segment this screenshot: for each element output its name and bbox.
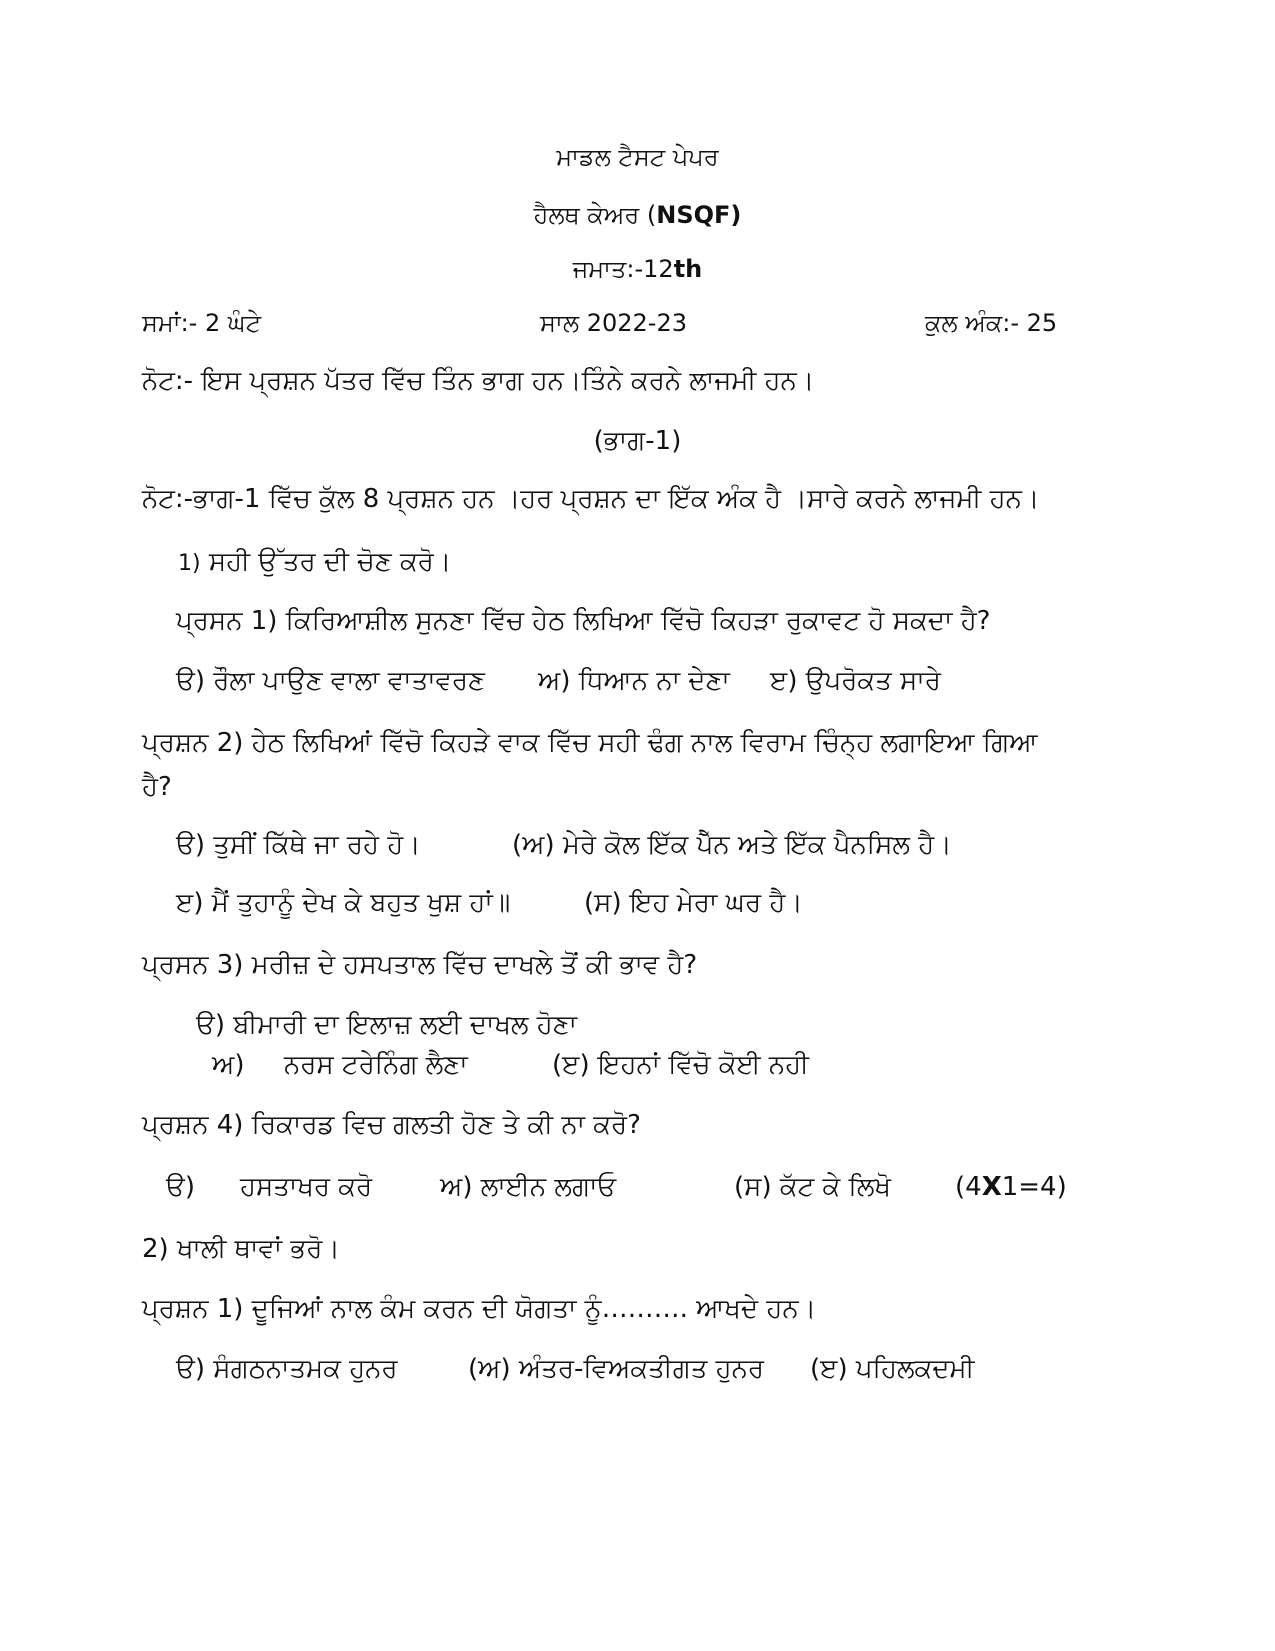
q3-option-a: ੳ) ਬੀਮਾਰੀ ਦਾ ਇਲਾਜ਼ ਲਈ ਦਾਖਲ ਹੋਣਾ xyxy=(196,1010,578,1040)
subject-code: NSQF) xyxy=(656,201,742,229)
question-2-line-2: ਹੈ? xyxy=(142,772,172,802)
marks-prefix: (4 xyxy=(955,1172,982,1202)
s2q1-option-c: (ੲ) ਪਹਿਲਕਦਮੀ xyxy=(810,1354,975,1384)
marks-multiply: X xyxy=(981,1172,1002,1202)
year-label: ਸਾਲ 2022-23 xyxy=(540,309,687,337)
section1-title xyxy=(178,545,451,581)
question-1: ਪ੍ਰਸਨ 1) ਕਿਰਿਆਸ਼ੀਲ ਸੁਨਣਾ ਵਿੱਚ ਹੇਠ ਲਿਖਿਆ ਵਿੱਚੋ ਕਿਹੜਾ ਰੁਕਾਵਟ ਹੋ ਸਕਦਾ ਹੈ? xyxy=(176,606,991,636)
q3-option-b: ਨਰਸ ਟਰੇਨਿੰਗ ਲੈਣਾ xyxy=(284,1050,468,1080)
q3-option-c: (ੲ) ਇਹਨਾਂ ਵਿੱਚੋ ਕੋਈ ਨਹੀ xyxy=(552,1050,809,1080)
question-4: ਪ੍ਰਸ਼ਨ 4) ਰਿਕਾਰਡ ਵਿਚ ਗਲਤੀ ਹੋਣ ਤੇ ਕੀ ਨਾ ਕਰੋ? xyxy=(142,1110,641,1140)
q2-option-b: (ਅ) ਮੇਰੇ ਕੋਲ ਇੱਕ ਪੈੱਨ ਅਤੇ ਇੱਕ ਪੈਨਸਿਲ ਹੈ। xyxy=(512,830,952,860)
q2-option-a: ੳ) ਤੁਸੀਂ ਕਿੱਥੇ ਜਾ ਰਹੇ ਹੋ। xyxy=(176,830,421,860)
s2q1-option-a: ੳ) ਸੰਗਠਨਾਤਮਕ ਹੁਨਰ xyxy=(176,1354,398,1384)
q4-option-c: (ਸ) ਕੱਟ ਕੇ ਲਿਖੋ xyxy=(734,1172,891,1202)
section1-text: ਸਹੀ ਉੱਤਰ ਦੀ ਚੋਣ ਕਰੋ। xyxy=(208,547,452,577)
main-note: ਨੋਟ:- ਇਸ ਪ੍ਰਸ਼ਨ ਪੱਤਰ ਵਿੱਚ ਤਿੰਨ ਭਾਗ ਹਨ।ਤਿੰਨੇ ਕਰਨੇ ਲਾਜਮੀ ਹਨ। xyxy=(142,366,815,396)
s2q1-option-b: (ਅ) ਅੰਤਰ-ਵਿਅਕਤੀਗਤ ਹੁਨਰ xyxy=(468,1354,764,1384)
q2-option-c: ੲ) ਮੈਂ ਤੁਹਾਨੂੰ ਦੇਖ ਕੇ ਬਹੁਤ ਖੁਸ਼ ਹਾਂ॥ xyxy=(176,888,511,918)
time-label: ਸਮਾਂ:- 2 ਘੰਟੇ xyxy=(142,309,262,337)
q4-marks xyxy=(955,1170,1067,1204)
subject-title xyxy=(0,198,1275,232)
marks-suffix: 1=4) xyxy=(1001,1172,1067,1202)
part1-note: ਨੋਟ:-ਭਾਗ-1 ਵਿੱਚ ਕੁੱਲ 8 ਪ੍ਰਸ਼ਨ ਹਨ ।ਹਰ ਪ੍ਰਸ਼ਨ ਦਾ ਇੱਕ ਅੰਕ ਹੈ ।ਸਾਰੇ ਕਰਨੇ ਲਾਜਮੀ ਹਨ। xyxy=(142,484,1040,514)
q3-option-b-label: ਅ) xyxy=(212,1050,245,1080)
subject-name: ਹੈਲਥ ਕੇਅਰ ( xyxy=(533,201,657,229)
q1-option-b: ਅ) ਧਿਆਨ ਨਾ ਦੇਣਾ xyxy=(538,666,730,696)
s2-question-1: ਪ੍ਰਸ਼ਨ 1) ਦੂਜਿਆਂ ਨਾਲ ਕੰਮ ਕਰਨ ਦੀ ਯੋਗਤਾ ਨੂੰ………. ਆਖਦੇ ਹਨ। xyxy=(142,1294,817,1324)
q2-option-d: (ਸ) ਇਹ ਮੇਰਾ ਘਰ ਹੈ। xyxy=(584,888,803,918)
q4-option-b: ਅ) ਲਾਈਨ ਲਗਾਓ xyxy=(440,1172,617,1202)
question-2-line-1: ਪ੍ਰਸ਼ਨ 2) ਹੇਠ ਲਿਖਿਆਂ ਵਿੱਚੋ ਕਿਹੜੇ ਵਾਕ ਵਿੱਚ ਸਹੀ ਢੰਗ ਨਾਲ ਵਿਰਾਮ ਚਿੰਨ੍ਹ ਲਗਾਇਆ ਗਿਆ xyxy=(142,728,1038,758)
section2-title: 2) ਖਾਲੀ ਥਾਵਾਂ ਭਰੋ। xyxy=(142,1234,340,1264)
class-suffix: th xyxy=(673,255,703,283)
section1-number: 1) xyxy=(178,551,201,576)
total-marks-label: ਕੁਲ ਅੰਕ:- 25 xyxy=(925,309,1058,337)
class-number: ਜਮਾਤ:-12 xyxy=(572,255,674,283)
q4-option-a: ਹਸਤਾਖਰ ਕਰੋ xyxy=(240,1172,373,1202)
q1-option-a: ੳ) ਰੌਲਾ ਪਾਉਣ ਵਾਲਾ ਵਾਤਾਵਰਣ xyxy=(176,666,485,696)
class-label xyxy=(0,252,1275,286)
question-3: ਪ੍ਰਸਨ 3) ਮਰੀਜ਼ ਦੇ ਹਸਪਤਾਲ ਵਿੱਚ ਦਾਖਲੇ ਤੋਂ ਕੀ ਭਾਵ ਹੈ? xyxy=(142,950,698,980)
paper-title: ਮਾਡਲ ਟੈਸਟ ਪੇਪਰ xyxy=(556,143,719,171)
q1-option-c: ੲ) ਉਪਰੋਕਤ ਸਾਰੇ xyxy=(770,666,941,696)
part1-heading: (ਭਾਗ-1) xyxy=(593,426,682,456)
q4-option-a-label: ੳ) xyxy=(166,1172,196,1202)
